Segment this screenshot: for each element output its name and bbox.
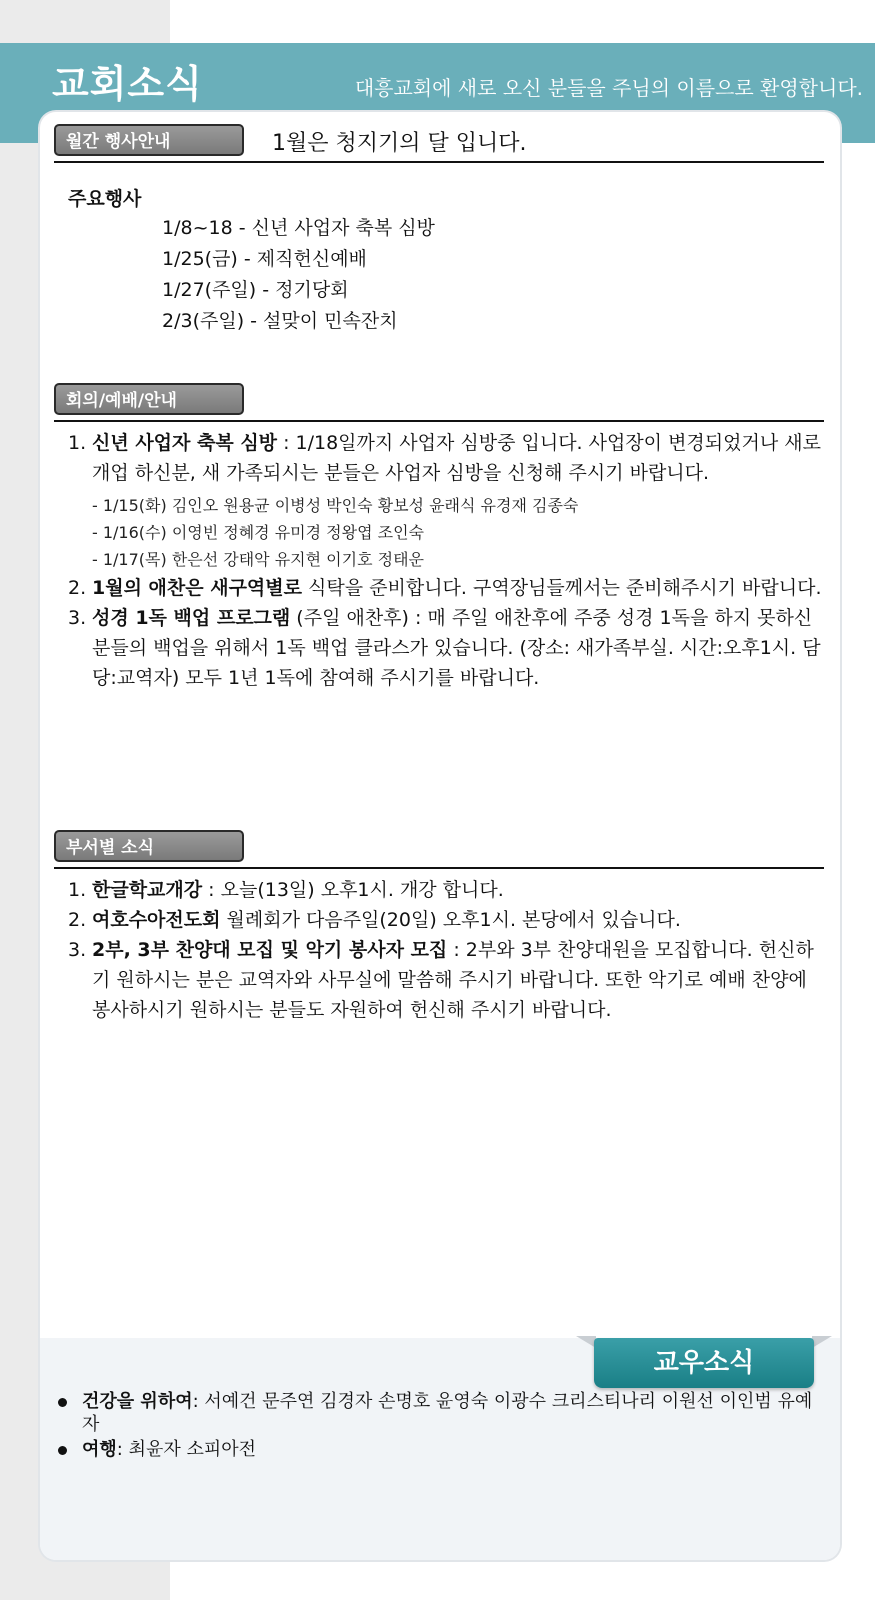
gyowu-list xyxy=(56,1390,816,1463)
item-title: 여호수아전도회 xyxy=(92,909,221,931)
meeting-section-label: 회의/예배/안내 xyxy=(54,383,244,415)
monthly-section-label: 월간 행사안내 xyxy=(54,124,244,156)
item-text: : 서예건 문주연 김경자 손명호 윤영숙 이광수 크리스티나리 이원선 이인범 유예자 xyxy=(82,1391,813,1435)
item-number: 1. xyxy=(68,879,87,901)
item-text: (주일 애찬후) : 매 주일 애찬후에 주중 성경 1독을 하지 못하신 분들의 백업을 위해서 1독 백업 클라스가 있습니다. (장소: 새가족부실. 시간:오후1시. 담당:교역자) 모두 1년 1독에 참여해 주시기를 바랍니다. xyxy=(92,607,821,689)
monthly-title: 1월은 청지기의 달 입니다. xyxy=(272,131,527,156)
section-divider xyxy=(54,420,824,422)
item-text: : 최윤자 소피아전 xyxy=(116,1439,257,1460)
dept-list xyxy=(68,875,826,1025)
item-title: 2부, 3부 찬양대 모집 및 악기 봉사자 모집 xyxy=(92,939,448,961)
item-text: 식탁을 준비합니다. 구역장님들께서는 준비해주시기 바랍니다. xyxy=(302,577,822,599)
gyowu-badge: 교우소식 xyxy=(594,1338,814,1388)
list-item: 1/27(주일) - 정기당회 xyxy=(162,279,349,301)
item-title: 1월의 애찬은 새구역별로 xyxy=(92,577,302,599)
list-item: 2/3(주일) - 설맞이 민속잔치 xyxy=(162,310,398,332)
list-item xyxy=(56,1438,816,1461)
list-item xyxy=(68,428,826,573)
item-number: 2. xyxy=(68,577,87,599)
item-text: : 2부와 3부 찬양대원을 모집합니다. 헌신하기 원하시는 분은 교역자와 사무실에 말씀해 주시기 바랍니다. 또한 악기로 예배 찬양에 봉사하시기 원하시는 분들도 자원하여 헌신해 주시기 바랍니다. xyxy=(92,939,814,1021)
item-number: 1. xyxy=(68,432,87,454)
item-text: : 오늘(13일) 오후1시. 개강 합니다. xyxy=(202,879,504,901)
events-heading: 주요행사 xyxy=(68,188,142,210)
item-number: 2. xyxy=(68,909,87,931)
list-item: - 1/16(수) 이영빈 정혜경 유미경 정왕엽 조인숙 xyxy=(92,523,424,542)
item-title: 건강을 위하여 xyxy=(82,1391,193,1412)
page-title: 교회소식 xyxy=(52,62,203,106)
list-item xyxy=(68,905,826,935)
list-item: 1/25(금) - 제직헌신예배 xyxy=(162,248,367,270)
item-title: 한글학교개강 xyxy=(92,879,203,901)
list-item xyxy=(56,1390,816,1436)
section-divider xyxy=(54,867,824,869)
item-number: 3. xyxy=(68,607,87,629)
item-number: 3. xyxy=(68,939,87,961)
meeting-list xyxy=(68,428,826,693)
item-text: 월례회가 다음주일(20일) 오후1시. 본당에서 있습니다. xyxy=(220,909,681,931)
item-text: : 1/18일까지 사업자 심방중 입니다. 사업장이 변경되었거나 새로 개업 하신분, 새 가족되시는 분들은 사업자 심방을 신청해 주시기 바랍니다. xyxy=(92,432,821,484)
events-list xyxy=(162,213,435,337)
section-divider xyxy=(54,161,824,163)
welcome-subtitle: 대흥교회에 새로 오신 분들을 주님의 이름으로 환영합니다. xyxy=(354,76,863,100)
item-title: 성경 1독 백업 프로그램 xyxy=(92,607,291,629)
list-item xyxy=(68,935,826,1025)
list-item: - 1/15(화) 김인오 원용균 이병성 박인숙 황보성 윤래식 유경재 김종숙 xyxy=(92,496,579,515)
list-item xyxy=(68,603,826,693)
list-item: 1/8~18 - 신년 사업자 축복 심방 xyxy=(162,217,435,239)
dept-section-label: 부서별 소식 xyxy=(54,830,244,862)
item-title: 여행 xyxy=(82,1439,117,1460)
visit-schedule-list xyxy=(92,492,826,573)
item-title: 신년 사업자 축복 심방 xyxy=(92,432,278,454)
bullet-icon xyxy=(58,1446,67,1455)
list-item xyxy=(68,875,826,905)
list-item xyxy=(68,573,826,603)
bullet-icon xyxy=(58,1398,67,1407)
list-item: - 1/17(목) 한은선 강태악 유지현 이기호 정태운 xyxy=(92,550,424,569)
